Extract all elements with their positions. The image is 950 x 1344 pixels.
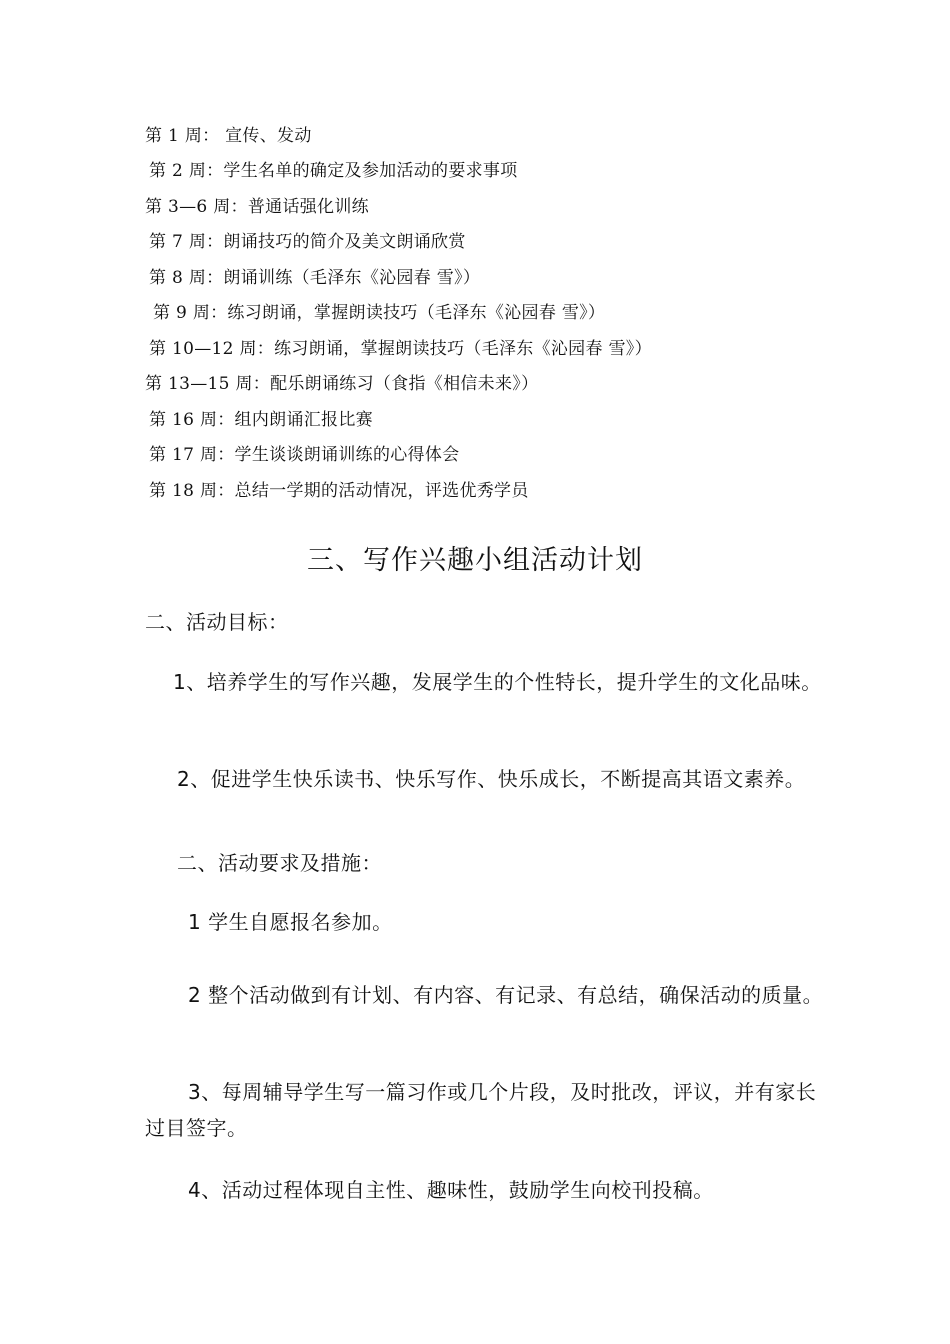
schedule-week-17: 第 17 周：学生谈谈朗诵训练的心得体会 (149, 445, 460, 465)
requirement-item-4: 4、活动过程体现自主性、趣味性，鼓励学生向校刊投稿。 (188, 1178, 714, 1202)
goals-heading: 二、活动目标： (145, 610, 289, 634)
requirement-item-2: 2 整个活动做到有计划、有内容、有记录、有总结，确保活动的质量。 (188, 983, 824, 1007)
schedule-week-1: 第 1 周： 宣传、发动 (145, 126, 312, 146)
requirements-heading: 二、活动要求及措施： (177, 851, 382, 875)
goal-item-2: 2、促进学生快乐读书、快乐写作、快乐成长，不断提高其语文素养。 (177, 767, 806, 791)
section-title: 三、写作兴趣小组活动计划 (307, 545, 643, 576)
requirement-item-3: 3、每周辅导学生写一篇习作或几个片段，及时批改，评议，并有家长过目签字。 (145, 1080, 817, 1140)
schedule-week-7: 第 7 周：朗诵技巧的简介及美文朗诵欣赏 (149, 232, 466, 252)
schedule-week-10-12: 第 10—12 周：练习朗诵，掌握朗读技巧（毛泽东《沁园春 雪》） (149, 339, 652, 359)
schedule-week-8: 第 8 周：朗诵训练（毛泽东《沁园春 雪》） (149, 268, 481, 288)
goal-item-1: 1、培养学生的写作兴趣，发展学生的个性特长，提升学生的文化品味。 (173, 670, 822, 694)
schedule-week-3-6: 第 3—6 周：普通话强化训练 (145, 197, 369, 217)
requirement-item-1: 1 学生自愿报名参加。 (188, 910, 393, 934)
schedule-week-18: 第 18 周：总结一学期的活动情况，评选优秀学员 (149, 481, 529, 501)
schedule-week-13-15: 第 13—15 周：配乐朗诵练习（食指《相信未来》） (145, 374, 539, 394)
schedule-week-9: 第 9 周：练习朗诵，掌握朗读技巧（毛泽东《沁园春 雪》） (153, 303, 606, 323)
schedule-week-16: 第 16 周：组内朗诵汇报比赛 (149, 410, 373, 430)
schedule-week-2: 第 2 周：学生名单的确定及参加活动的要求事项 (149, 161, 518, 181)
